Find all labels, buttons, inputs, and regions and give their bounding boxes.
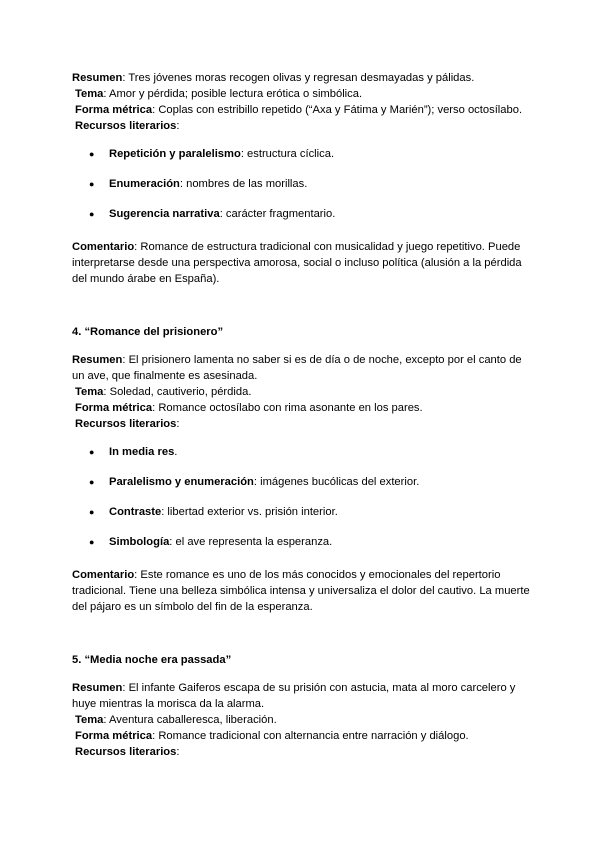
metric-line bbox=[72, 728, 530, 744]
summary-paragraph bbox=[72, 70, 530, 86]
list-item bbox=[72, 206, 530, 222]
resource-label: Simbología bbox=[109, 536, 170, 548]
theme-line bbox=[72, 712, 530, 728]
resource-text: : carácter fragmentario. bbox=[219, 208, 336, 220]
bullet-icon: ● bbox=[89, 149, 95, 159]
metric-label: Forma métrica bbox=[75, 730, 153, 742]
list-item bbox=[72, 444, 530, 460]
resources-list bbox=[72, 444, 530, 550]
summary-paragraph bbox=[72, 680, 530, 712]
theme-label: Tema bbox=[75, 386, 104, 398]
resource-text: : estructura cíclica. bbox=[240, 148, 335, 160]
bullet-icon: ● bbox=[89, 447, 95, 457]
section-heading: 5. “Media noche era passada” bbox=[72, 654, 232, 666]
bullet-icon: ● bbox=[89, 209, 95, 219]
metric-text: : Romance octosílabo con rima asonante en los pares. bbox=[152, 402, 423, 414]
resource-label: In media res bbox=[109, 446, 175, 458]
list-item bbox=[72, 146, 530, 162]
metric-text: : Coplas con estribillo repetido (“Axa y Fátima y Marién”); verso octosílabo. bbox=[152, 104, 523, 116]
metric-text: : Romance tradicional con alternancia entre narración y diálogo. bbox=[152, 730, 469, 742]
list-item bbox=[72, 176, 530, 192]
theme-text: : Amor y pérdida; posible lectura erótica o simbólica. bbox=[103, 88, 363, 100]
resource-text: : nombres de las morillas. bbox=[179, 178, 308, 190]
resources-heading: Recursos literarios: bbox=[75, 120, 180, 132]
comment-text: : Romance de estructura tradicional con musicalidad y juego repetitivo. Puede interpretarse desde una perspectiva amorosa, social o incluso política (alusión a la pérdida del mundo árabe en España). bbox=[72, 241, 522, 285]
theme-line bbox=[72, 384, 530, 400]
document-page bbox=[72, 70, 530, 760]
resource-text: : libertad exterior vs. prisión interior. bbox=[161, 506, 338, 518]
comment-label: Comentario bbox=[72, 569, 135, 581]
summary-text: : El infante Gaiferos escapa de su prisión con astucia, mata al moro carcelero y huye mientras la morisca da la alarma. bbox=[72, 682, 516, 710]
summary-label: Resumen bbox=[72, 72, 123, 84]
theme-line bbox=[72, 86, 530, 102]
resources-label: Recursos literarios bbox=[75, 120, 177, 132]
list-item bbox=[72, 504, 530, 520]
section-heading: 4. “Romance del prisionero” bbox=[72, 326, 224, 338]
bullet-icon: ● bbox=[89, 537, 95, 547]
list-item bbox=[72, 534, 530, 550]
theme-label: Tema bbox=[75, 88, 104, 100]
summary-text: : El prisionero lamenta no saber si es de día o de noche, excepto por el canto de un ave, que finalmente es asesinada. bbox=[72, 354, 522, 382]
comment-paragraph bbox=[72, 239, 530, 287]
resource-text: . bbox=[174, 446, 178, 458]
bullet-icon: ● bbox=[89, 507, 95, 517]
metric-line bbox=[72, 102, 530, 118]
resource-label: Contraste bbox=[109, 506, 162, 518]
bullet-icon: ● bbox=[89, 179, 95, 189]
theme-text: : Soledad, cautiverio, pérdida. bbox=[103, 386, 252, 398]
summary-label: Resumen bbox=[72, 682, 123, 694]
resources-list bbox=[72, 146, 530, 222]
resource-label: Enumeración bbox=[109, 178, 180, 190]
comment-label: Comentario bbox=[72, 241, 135, 253]
resource-label: Sugerencia narrativa bbox=[109, 208, 220, 220]
bullet-icon: ● bbox=[89, 477, 95, 487]
resources-heading: Recursos literarios: bbox=[75, 746, 180, 758]
resources-label: Recursos literarios bbox=[75, 746, 177, 758]
metric-line bbox=[72, 400, 530, 416]
metric-label: Forma métrica bbox=[75, 402, 153, 414]
summary-text: : Tres jóvenes moras recogen olivas y regresan desmayadas y pálidas. bbox=[122, 72, 475, 84]
comment-text: : Este romance es uno de los más conocidos y emocionales del repertorio tradicional. Tiene una belleza simbólica intensa y universaliza el dolor del cautivo. La muerte del pájaro es un símbolo del fin de la esperanza. bbox=[72, 569, 530, 613]
metric-label: Forma métrica bbox=[75, 104, 153, 116]
theme-label: Tema bbox=[75, 714, 104, 726]
comment-paragraph bbox=[72, 567, 530, 615]
resource-label: Paralelismo y enumeración bbox=[109, 476, 254, 488]
resource-text: : imágenes bucólicas del exterior. bbox=[253, 476, 420, 488]
resource-label: Repetición y paralelismo bbox=[109, 148, 241, 160]
resources-heading: Recursos literarios: bbox=[75, 418, 180, 430]
theme-text: : Aventura caballeresca, liberación. bbox=[103, 714, 277, 726]
summary-paragraph bbox=[72, 352, 530, 384]
resources-label: Recursos literarios bbox=[75, 418, 177, 430]
list-item bbox=[72, 474, 530, 490]
summary-label: Resumen bbox=[72, 354, 123, 366]
resource-text: : el ave representa la esperanza. bbox=[169, 536, 333, 548]
